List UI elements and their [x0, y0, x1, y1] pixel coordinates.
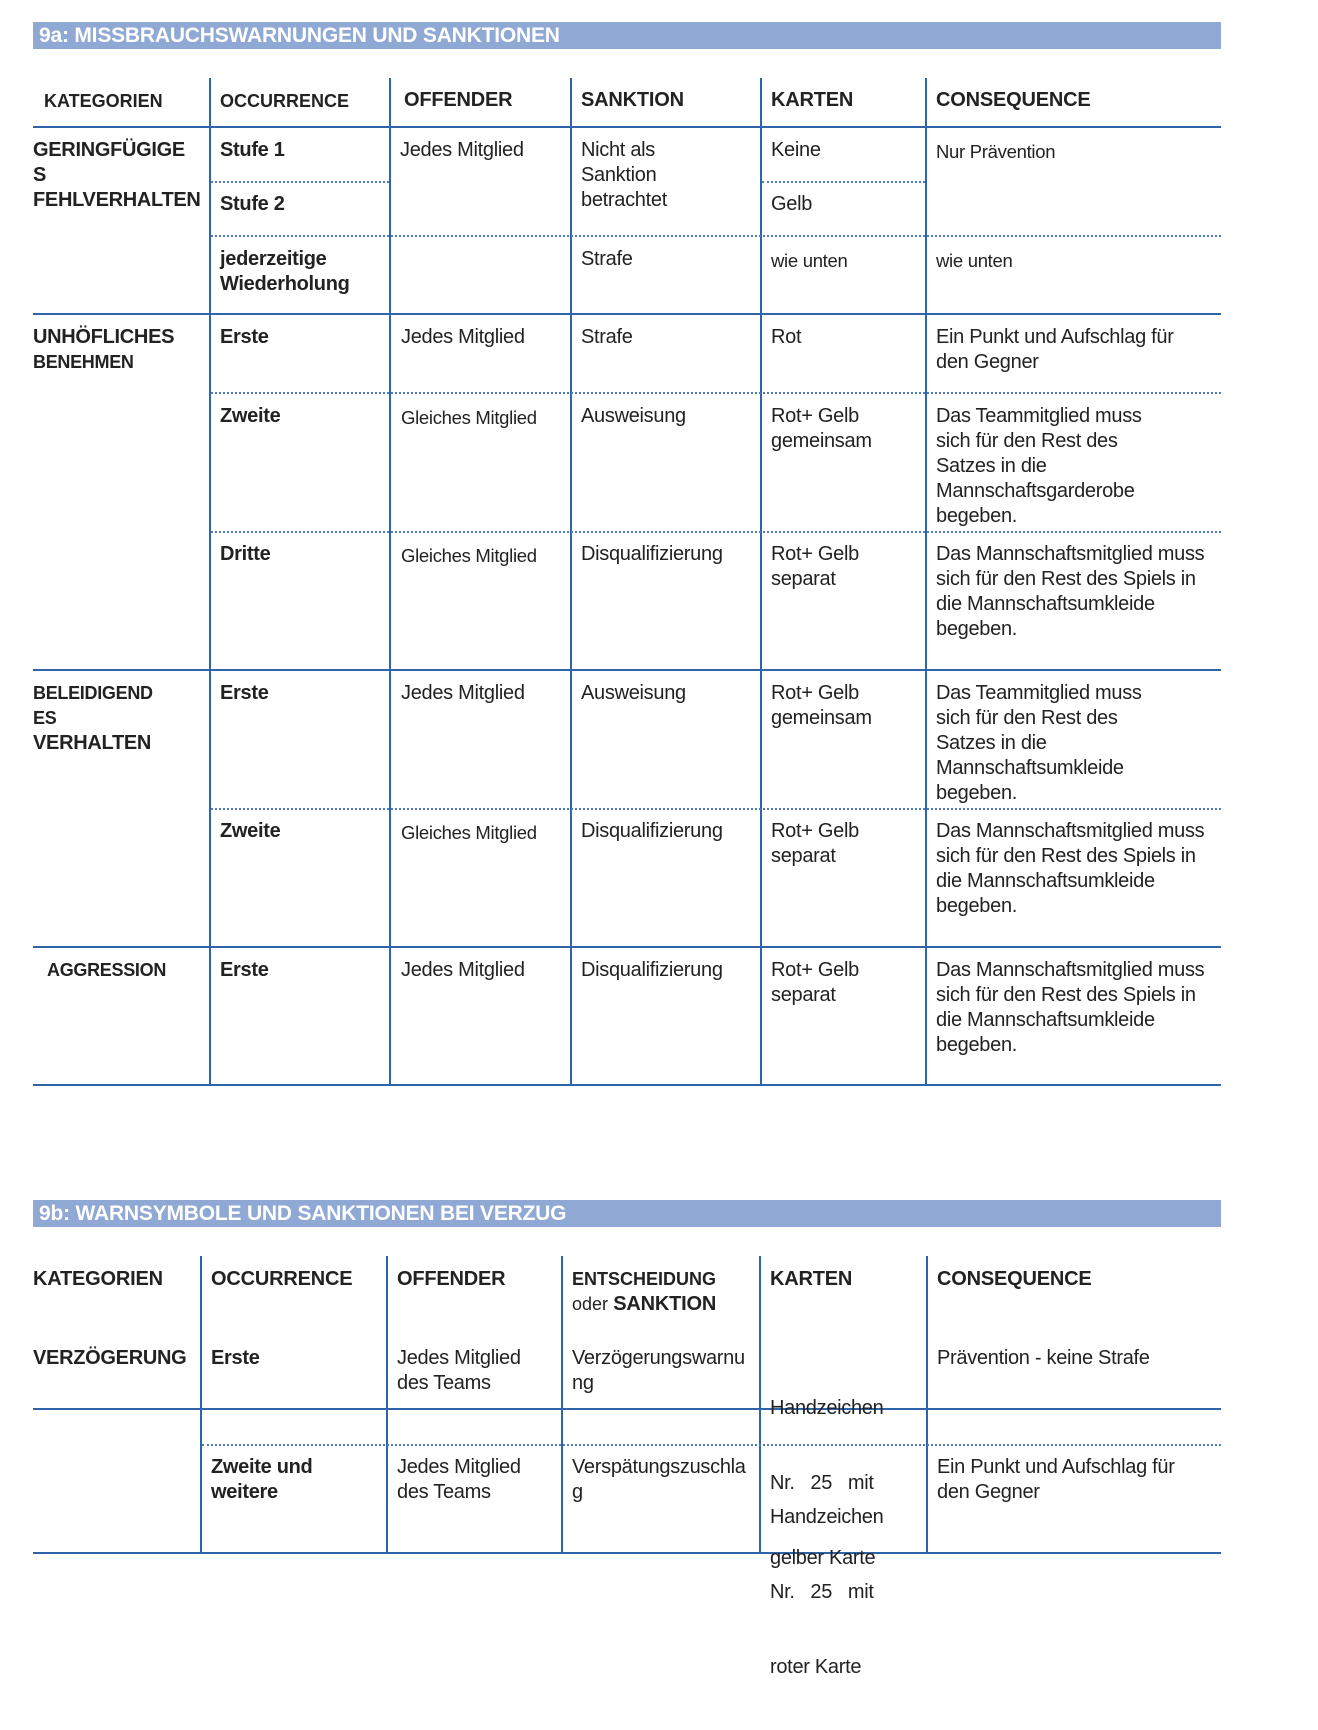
consequence-cell: Das Mannschaftsmitglied muss sich für den Rest des Spiels in die Mannschaftsumkleide begeben. — [936, 820, 1205, 917]
cards-cell: Rot+ Gelb gemeinsam — [771, 405, 872, 452]
cards-cell: Keine — [771, 139, 821, 161]
sanction-cell: Disqualifizierung — [581, 959, 723, 981]
occurrence-cell: Erste — [220, 959, 269, 981]
header-karten: KARTEN — [771, 89, 854, 111]
header-occurrence: OCCURRENCE — [211, 1268, 353, 1290]
section-9a-title: 9a: MISSBRAUCHSWARNUNGEN UND SANKTIONEN — [39, 24, 560, 47]
sanction-cell: Strafe — [581, 326, 633, 348]
offender-cell: Jedes Mitglied — [400, 139, 524, 161]
cards-cell: Gelb — [771, 193, 813, 215]
occurrence-cell: Erste — [211, 1347, 260, 1369]
offender-cell: Jedes Mitglied des Teams — [397, 1456, 521, 1503]
column-divider — [926, 1256, 928, 1554]
row-divider-dotted — [211, 531, 1221, 533]
row-divider-dotted — [211, 808, 1221, 810]
row-divider-dotted — [762, 181, 925, 183]
sanction-cell: Nicht als Sanktion betrachtet — [581, 139, 667, 211]
column-divider — [389, 78, 391, 1086]
sanction-cell: Disqualifizierung — [581, 543, 723, 565]
offender-cell: Jedes Mitglied — [401, 326, 525, 348]
row-divider-dotted — [211, 392, 1221, 394]
occurrence-cell: Erste — [220, 682, 269, 704]
sanction-cell: Strafe — [581, 248, 633, 270]
sanction-cell: Ausweisung — [581, 405, 686, 427]
consequence-cell: Prävention - keine Strafe — [937, 1347, 1150, 1369]
occurrence-cell: jederzeitige Wiederholung — [220, 248, 350, 295]
offender-cell: Jedes Mitglied — [401, 959, 525, 981]
cards-cell: Rot+ Gelb separat — [771, 959, 859, 1006]
consequence-cell: Das Mannschaftsmitglied muss sich für den Rest des Spiels in die Mannschaftsumkleide begeben. — [936, 959, 1205, 1056]
section-9b-title-bar — [33, 1200, 1221, 1227]
header-karten: KARTEN — [770, 1268, 853, 1290]
column-divider — [209, 78, 211, 1086]
occurrence-cell: Zweite und weitere — [211, 1456, 313, 1503]
cards-cell: Handzeichen Nr. 25 mit roter Karte — [770, 1506, 884, 1678]
occurrence-cell: Stufe 2 — [220, 193, 285, 215]
group-rule — [33, 669, 1221, 671]
header-decision: ENTSCHEIDUNG oder SANKTION — [572, 1269, 717, 1315]
category-aggression: AGGRESSION — [47, 960, 167, 980]
group-rule — [33, 313, 1221, 315]
header-kategorien: KATEGORIEN — [33, 1268, 163, 1290]
table-bottom-rule — [33, 1552, 1221, 1554]
column-divider — [561, 1256, 563, 1554]
column-divider — [759, 1256, 761, 1554]
consequence-cell: Nur Prävention — [936, 141, 1056, 162]
category-offensive-conduct: BELEIDIGEND ES VERHALTEN — [33, 683, 153, 754]
row-divider-dotted — [202, 1444, 1221, 1446]
offender-cell: Gleiches Mitglied — [401, 545, 537, 566]
header-occurrence: OCCURRENCE — [220, 91, 350, 111]
group-rule — [33, 946, 1221, 948]
column-divider — [760, 78, 762, 1086]
header-rule — [33, 126, 1221, 128]
consequence-cell: Das Teammitglied muss sich für den Rest des Satzes in die Mannschaftsgarderobe begeben. — [936, 405, 1142, 527]
table-bottom-rule — [33, 1084, 1221, 1086]
decision-cell: Verzögerungswarnu ng — [572, 1347, 745, 1394]
column-divider — [570, 78, 572, 1086]
consequence-cell: wie unten — [936, 250, 1013, 271]
sanction-cell: Disqualifizierung — [581, 820, 723, 842]
offender-cell: Gleiches Mitglied — [401, 822, 537, 843]
row-divider-dotted — [211, 181, 389, 183]
category-delay: VERZÖGERUNG — [33, 1347, 187, 1369]
cards-cell: Rot — [771, 326, 802, 348]
offender-cell: Jedes Mitglied — [401, 682, 525, 704]
offender-cell: Gleiches Mitglied — [401, 407, 537, 428]
header-kategorien: KATEGORIEN — [44, 91, 163, 111]
section-9b-title: 9b: WARNSYMBOLE UND SANKTIONEN BEI VERZUG — [39, 1202, 567, 1225]
header-consequence: CONSEQUENCE — [936, 89, 1091, 111]
header-rule — [33, 1408, 1221, 1410]
section-9a-title-bar — [33, 22, 1221, 49]
decision-cell: Verspätungszuschla g — [572, 1456, 746, 1503]
consequence-cell: Ein Punkt und Aufschlag für den Gegner — [937, 1456, 1175, 1503]
cards-cell: Rot+ Gelb separat — [771, 543, 859, 590]
header-consequence: CONSEQUENCE — [937, 1268, 1092, 1290]
cards-cell: wie unten — [771, 250, 848, 271]
occurrence-cell: Dritte — [220, 543, 271, 565]
cards-cell: Handzeichen Nr. 25 mit gelber Karte — [770, 1397, 884, 1569]
column-divider — [200, 1256, 202, 1554]
cards-cell: Rot+ Gelb separat — [771, 820, 859, 867]
occurrence-cell: Stufe 1 — [220, 139, 285, 161]
offender-cell: Jedes Mitglied des Teams — [397, 1347, 521, 1394]
category-minor-misconduct: GERINGFÜGIGE S FEHLVERHALTEN — [33, 139, 201, 211]
column-divider — [925, 78, 927, 1086]
occurrence-cell: Zweite — [220, 405, 281, 427]
occurrence-cell: Zweite — [220, 820, 281, 842]
consequence-cell: Das Teammitglied muss sich für den Rest des Satzes in die Mannschaftsumkleide begeben. — [936, 682, 1142, 804]
sanction-cell: Ausweisung — [581, 682, 686, 704]
consequence-cell: Ein Punkt und Aufschlag für den Gegner — [936, 326, 1174, 373]
header-sanktion: SANKTION — [581, 89, 684, 111]
column-divider — [386, 1256, 388, 1554]
header-offender: OFFENDER — [397, 1268, 506, 1290]
category-rude-conduct: UNHÖFLICHES BENEHMEN — [33, 326, 175, 372]
occurrence-cell: Erste — [220, 326, 269, 348]
consequence-cell: Das Mannschaftsmitglied muss sich für den Rest des Spiels in die Mannschaftsumkleide begeben. — [936, 543, 1205, 640]
header-offender: OFFENDER — [404, 89, 513, 111]
row-divider-dotted — [211, 235, 1221, 237]
cards-cell: Rot+ Gelb gemeinsam — [771, 682, 872, 729]
